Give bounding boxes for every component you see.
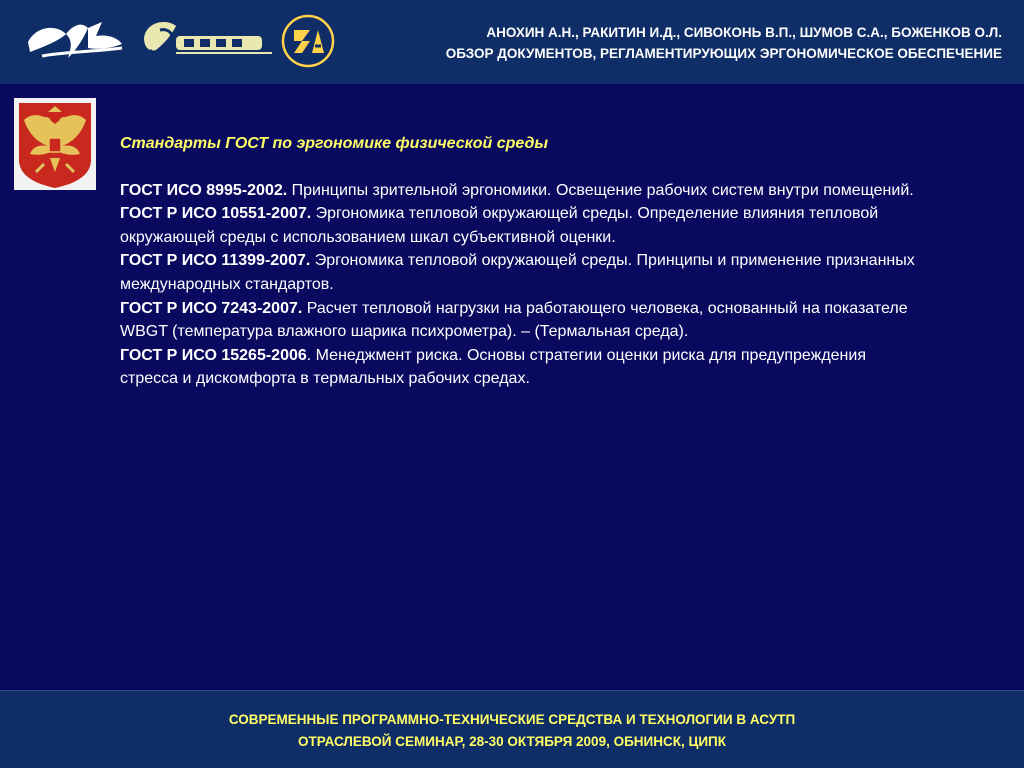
standard-description: Эргономика тепловой окружающей среды. Принципы и применение признанных международных стандартов.: [120, 252, 915, 293]
footer-line-2: ОТРАСЛЕВОЙ СЕМИНАР, 28-30 ОКТЯБРЯ 2009, ОБНИНСК, ЦИПК: [298, 734, 726, 749]
header-text: [342, 22, 1002, 64]
standard-item: [120, 344, 920, 391]
standard-item: [120, 249, 920, 296]
header-bar: [0, 0, 1024, 84]
footer-text: [0, 709, 1024, 753]
standard-code: ГОСТ ИСО 8995-2002.: [120, 181, 288, 199]
footer-line-1: СОВРЕМЕННЫЕ ПРОГРАММНО-ТЕХНИЧЕСКИЕ СРЕДСТВА И ТЕХНОЛОГИИ В АСУТП: [228, 712, 796, 727]
organization-logo-3-icon: [280, 13, 336, 69]
standard-code: ГОСТ Р ИСО 10551-2007.: [120, 205, 312, 223]
standard-item: [120, 297, 920, 344]
standard-item: [120, 202, 920, 249]
header-authors: АНОХИН А.Н., РАКИТИН И.Д., СИВОКОНЬ В.П., ШУМОВ С.А., БОЖЕНКОВ О.Л.: [486, 25, 1002, 40]
slide-content: [120, 132, 920, 391]
standard-description: . Менеджмент риска. Основы стратегии оценки риска для предупреждения стресса и дискомфорта в термальных рабочих средах.: [120, 346, 866, 388]
standard-code: ГОСТ Р ИСО 11399-2007.: [120, 252, 311, 270]
standard-description: Расчет тепловой нагрузки на работающего человека, основанный на показателе WBGT (температура влажного шарика психрометра). – (Термальная среда).: [120, 299, 908, 341]
standard-item: [120, 179, 920, 203]
organization-logo-1-icon: [22, 12, 128, 68]
standard-code: ГОСТ Р ИСО 15265-2006: [120, 346, 307, 364]
footer-bar: [0, 690, 1024, 768]
standard-description: Эргономика тепловой окружающей среды. Определение влияния тепловой окружающей среды с использованием шкал субъективной оценки.: [120, 205, 879, 246]
header-title: ОБЗОР ДОКУМЕНТОВ, РЕГЛАМЕНТИРУЮЩИХ ЭРГОНОМИЧЕСКОЕ ОБЕСПЕЧЕНИЕ: [445, 46, 1002, 61]
organization-logo-2-icon: [136, 12, 274, 68]
standard-description: Принципы зрительной эргономики. Освещение рабочих систем внутри помещений.: [287, 181, 914, 199]
coat-of-arms-icon: [14, 98, 96, 190]
standard-code: ГОСТ Р ИСО 7243-2007.: [120, 299, 303, 317]
slide-subtitle: Стандарты ГОСТ по эргономике физической среды: [120, 135, 549, 152]
